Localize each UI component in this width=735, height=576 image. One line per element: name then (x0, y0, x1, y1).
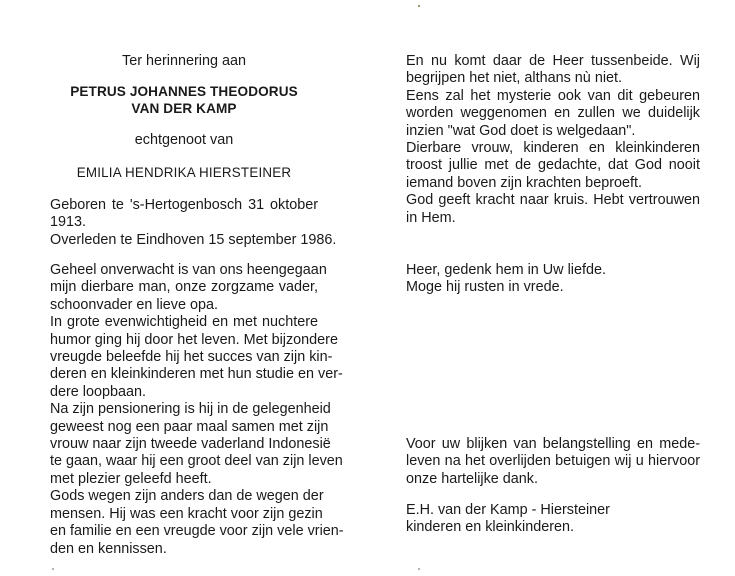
right-body-line: in Hem. (406, 209, 456, 226)
relation-text: echtgenoot van (134, 132, 234, 148)
right-body-line: Eens zal het mysterie ook van dit gebeuren (406, 87, 700, 104)
left-body-line: humor ging hij door het leven. Met bijzondere (50, 331, 338, 348)
left-body-line: te gaan, waar hij een groot deel van zijn leven (50, 453, 343, 470)
signature-line: kinderen en kleinkinderen. (406, 519, 575, 536)
prayer-line: Moge hij rusten in vrede. (406, 279, 564, 296)
born-line-1: Geboren te 's-Hertogenbosch 31 oktober (50, 197, 318, 213)
left-body-line: en familie en een vreugde voor zijn vele vrien- (50, 523, 344, 540)
left-body-line: Gods wegen zijn anders dan de wegen der (50, 488, 324, 505)
right-body-line: iemand boven zijn krachten beproeft. (406, 174, 642, 191)
deceased-name-line2: VAN DER KAMP (131, 101, 237, 116)
print-speck (418, 5, 420, 7)
print-speck (52, 568, 54, 570)
prayer-text (406, 262, 700, 297)
signature-block (406, 502, 700, 537)
left-body-line: deren en kleinkinderen met hun studie en ver- (50, 366, 343, 383)
right-body-line: God geeft kracht naar kruis. Hebt vertrouwen (406, 192, 700, 209)
right-body-text (406, 53, 700, 227)
born-line-2: 1913. (50, 214, 87, 231)
right-body-line: troost jullie met de gedachte, dat God nooit (406, 157, 700, 174)
right-body-line: En nu komt daar de Heer tussenbeide. Wij (406, 53, 700, 69)
spouse-name: EMILIA HENDRIKA HIERSTEINER (76, 165, 292, 180)
intro-text: Ter herinnering aan (122, 53, 246, 69)
left-body-line: mensen. Hij was een kracht voor zijn gezin (50, 505, 323, 522)
thanks-line: leven na het overlijden betuigen wij u hiervoor (406, 453, 700, 470)
signature-line: E.H. van der Kamp - Hiersteiner (406, 502, 610, 518)
left-body-line: Na zijn pensionering is hij in de gelegenheid (50, 401, 331, 418)
left-body-line: vrouw naar zijn tweede vaderland Indonesië (50, 436, 331, 453)
prayer-line: Heer, gedenk hem in Uw liefde. (406, 262, 606, 278)
left-body-line: schoonvader en lieve opa. (50, 296, 219, 313)
thanks-line: Voor uw blijken van belangstelling en mede- (406, 436, 700, 452)
left-body-line: met plezier geleefd heeft. (50, 470, 212, 487)
left-body-line: den en kennissen. (50, 540, 167, 557)
thanks-text (406, 436, 700, 488)
thanks-line: onze hartelijke dank. (406, 470, 538, 487)
left-body-line: vreugde beleefde hij het succes van zijn kin- (50, 349, 333, 366)
left-body-line: mijn dierbare man, onze zorgzame vader, (50, 279, 318, 296)
right-body-line: Dierbare vrouw, kinderen en kleinkinderen (406, 140, 700, 157)
left-body-line: Geheel onverwacht is van ons heengegaan (50, 262, 327, 278)
right-body-line: inzien "wat God doet is welgedaan". (406, 122, 636, 139)
left-body-line: In grote evenwichtigheid en met nuchtere (50, 314, 318, 331)
right-body-line: worden weggenomen en zullen we duidelijk (406, 105, 700, 122)
left-body-text (50, 262, 344, 558)
left-body-line: dere loopbaan. (50, 383, 147, 400)
right-body-line: begrijpen het niet, althans nù niet. (406, 70, 623, 87)
died-line: Overleden te Eindhoven 15 september 1986. (50, 231, 337, 248)
birth-death-block (50, 197, 337, 249)
deceased-name-line1: PETRUS JOHANNES THEODORUS (70, 84, 298, 99)
print-speck (418, 568, 420, 570)
left-body-line: geweest nog een paar maal samen met zijn (50, 418, 329, 435)
